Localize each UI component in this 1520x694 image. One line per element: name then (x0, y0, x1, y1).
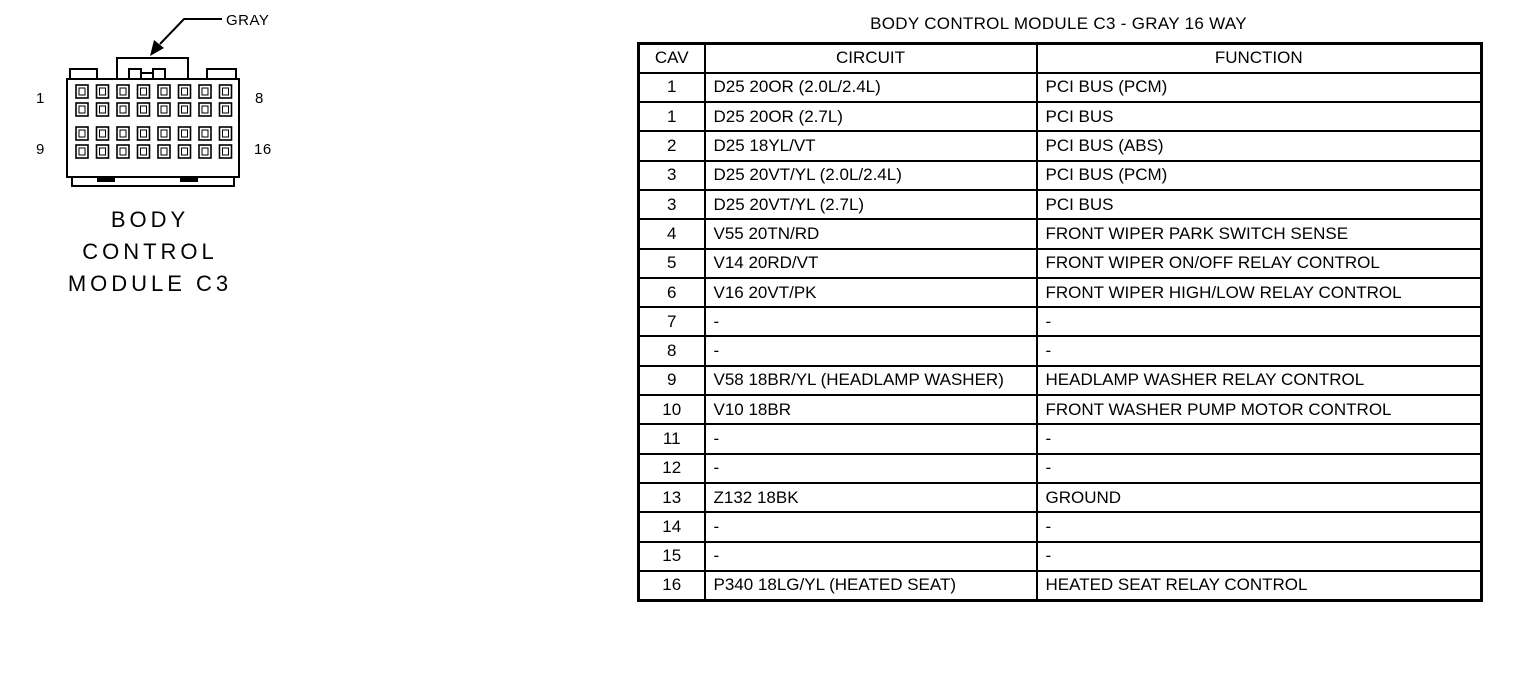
table-row (639, 219, 1482, 248)
pin-label-8: 8 (255, 90, 264, 107)
cav-cell: 6 (639, 278, 705, 307)
cavity-terminal-inner (120, 106, 126, 113)
cav-cell: 2 (639, 131, 705, 160)
circuit-cell: - (705, 307, 1037, 336)
function-cell: - (1037, 512, 1482, 541)
cavity-terminal (97, 127, 109, 140)
cav-cell: 7 (639, 307, 705, 336)
cavity-terminal-inner (202, 106, 208, 113)
function-cell: HEATED SEAT RELAY CONTROL (1037, 571, 1482, 600)
cavity-terminal-inner (100, 130, 106, 137)
cavity-terminal (179, 85, 191, 98)
circuit-cell: - (705, 336, 1037, 365)
cav-cell: 16 (639, 571, 705, 600)
cavity-terminal-inner (100, 148, 106, 155)
cavity-terminal-inner (79, 88, 85, 95)
function-cell: - (1037, 424, 1482, 453)
cavity-terminal-inner (141, 130, 147, 137)
cavity-terminal-inner (182, 88, 188, 95)
function-cell: PCI BUS (ABS) (1037, 131, 1482, 160)
table-row (639, 73, 1482, 102)
cavity-terminal (179, 103, 191, 116)
header-circuit: CIRCUIT (705, 44, 1037, 73)
cavity-terminal (138, 103, 150, 116)
cav-cell: 11 (639, 424, 705, 453)
circuit-cell: - (705, 454, 1037, 483)
cav-cell: 4 (639, 219, 705, 248)
table-row (639, 483, 1482, 512)
cav-cell: 8 (639, 336, 705, 365)
cavity-terminal (158, 145, 170, 158)
cavity-terminal (179, 145, 191, 158)
cav-cell: 1 (639, 73, 705, 102)
cavity-terminal (117, 127, 129, 140)
cavity-terminal (179, 127, 191, 140)
circuit-cell: P340 18LG/YL (HEATED SEAT) (705, 571, 1037, 600)
cavity-terminal-inner (223, 148, 229, 155)
gray-leader-line (160, 19, 222, 44)
cavity-terminal-inner (182, 130, 188, 137)
cavity-terminal-inner (141, 148, 147, 155)
table-row (639, 571, 1482, 600)
cav-cell: 13 (639, 483, 705, 512)
connector-bottom-tab-right (180, 176, 198, 182)
cavity-terminal (199, 103, 211, 116)
connector-bottom-tab-left (97, 176, 115, 182)
cavity-terminal-inner (161, 148, 167, 155)
table-header-row (639, 44, 1482, 73)
circuit-cell: D25 20VT/YL (2.7L) (705, 190, 1037, 219)
circuit-cell: - (705, 424, 1037, 453)
cavity-terminal-inner (100, 106, 106, 113)
function-cell: PCI BUS (PCM) (1037, 161, 1482, 190)
circuit-cell: D25 20OR (2.7L) (705, 102, 1037, 131)
cavity-terminal (199, 127, 211, 140)
circuit-cell: V55 20TN/RD (705, 219, 1037, 248)
cav-cell: 12 (639, 454, 705, 483)
table-row (639, 512, 1482, 541)
cavity-terminal (76, 85, 88, 98)
circuit-cell: V16 20VT/PK (705, 278, 1037, 307)
table-row (639, 454, 1482, 483)
function-cell: PCI BUS (PCM) (1037, 73, 1482, 102)
cavity-terminal (76, 103, 88, 116)
cavity-terminal-inner (202, 130, 208, 137)
cavity-terminal-inner (161, 88, 167, 95)
cavity-terminal-inner (79, 148, 85, 155)
cavity-terminal (220, 103, 232, 116)
cavity-terminal (117, 85, 129, 98)
function-cell: - (1037, 454, 1482, 483)
cavity-terminal (199, 85, 211, 98)
table-row (639, 307, 1482, 336)
cavity-terminal-inner (202, 148, 208, 155)
function-cell: FRONT WIPER HIGH/LOW RELAY CONTROL (1037, 278, 1482, 307)
table-row (639, 278, 1482, 307)
module-name-line: BODY (110, 207, 190, 232)
cavity-terminal-inner (161, 106, 167, 113)
cavity-terminal (158, 127, 170, 140)
connector-body (67, 58, 239, 186)
circuit-cell: V14 20RD/VT (705, 249, 1037, 278)
cav-cell: 10 (639, 395, 705, 424)
cavity-terminal-inner (161, 130, 167, 137)
cavity-terminal (220, 85, 232, 98)
function-cell: - (1037, 336, 1482, 365)
cavity-terminal-inner (182, 148, 188, 155)
circuit-cell: D25 20VT/YL (2.0L/2.4L) (705, 161, 1037, 190)
pinout-rows (639, 73, 1482, 600)
pinout-table (637, 42, 1483, 602)
cavity-terminal-inner (223, 106, 229, 113)
connector-face-diagram (0, 0, 320, 200)
cavity-terminal (138, 85, 150, 98)
cavity-terminal (76, 145, 88, 158)
cavity-terminal (97, 145, 109, 158)
cav-cell: 3 (639, 161, 705, 190)
cav-cell: 14 (639, 512, 705, 541)
table-row (639, 102, 1482, 131)
function-cell: GROUND (1037, 483, 1482, 512)
connector-color-label: GRAY (226, 12, 270, 29)
cavity-terminal (117, 145, 129, 158)
table-row (639, 190, 1482, 219)
pin-label-1: 1 (36, 90, 45, 107)
function-cell: PCI BUS (1037, 190, 1482, 219)
cav-cell: 15 (639, 542, 705, 571)
function-cell: FRONT WIPER ON/OFF RELAY CONTROL (1037, 249, 1482, 278)
cavity-terminal-inner (141, 106, 147, 113)
cavity-terminal (158, 85, 170, 98)
cavity-terminal-inner (182, 106, 188, 113)
table-row (639, 542, 1482, 571)
cavity-terminal-inner (223, 130, 229, 137)
table-row (639, 395, 1482, 424)
circuit-cell: D25 18YL/VT (705, 131, 1037, 160)
circuit-cell: - (705, 542, 1037, 571)
pin-label-9: 9 (36, 141, 45, 158)
function-cell: FRONT WIPER PARK SWITCH SENSE (1037, 219, 1482, 248)
cavity-terminal-inner (120, 148, 126, 155)
table-row (639, 424, 1482, 453)
cavity-terminal (97, 103, 109, 116)
function-cell: - (1037, 307, 1482, 336)
circuit-cell: V10 18BR (705, 395, 1037, 424)
table-row (639, 366, 1482, 395)
header-cav: CAV (639, 44, 705, 73)
header-function: FUNCTION (1037, 44, 1482, 73)
cavity-terminal-inner (79, 106, 85, 113)
cavity-terminal (158, 103, 170, 116)
cavity-terminal (76, 127, 88, 140)
cavity-terminal-inner (223, 88, 229, 95)
table-row (639, 249, 1482, 278)
table-row (639, 336, 1482, 365)
function-cell: PCI BUS (1037, 102, 1482, 131)
module-name-line: MODULE C3 (67, 271, 233, 296)
cavity-terminal (199, 145, 211, 158)
cavity-terminal (138, 145, 150, 158)
connector-module-name (40, 204, 260, 300)
cav-cell: 5 (639, 249, 705, 278)
function-cell: FRONT WASHER PUMP MOTOR CONTROL (1037, 395, 1482, 424)
cavity-terminal-inner (100, 88, 106, 95)
pin-label-16: 16 (254, 141, 272, 158)
table-row (639, 131, 1482, 160)
cavity-terminal (220, 127, 232, 140)
function-cell: HEADLAMP WASHER RELAY CONTROL (1037, 366, 1482, 395)
circuit-cell: V58 18BR/YL (HEADLAMP WASHER) (705, 366, 1037, 395)
cavity-terminal (220, 145, 232, 158)
cavity-terminal-inner (202, 88, 208, 95)
function-cell: - (1037, 542, 1482, 571)
table-row (639, 161, 1482, 190)
cavity-terminal-inner (79, 130, 85, 137)
cav-cell: 3 (639, 190, 705, 219)
circuit-cell: Z132 18BK (705, 483, 1037, 512)
cav-cell: 9 (639, 366, 705, 395)
cavity-terminal-inner (120, 88, 126, 95)
module-name-line: CONTROL (82, 239, 218, 264)
cavity-terminal (97, 85, 109, 98)
cavity-grid (76, 85, 232, 158)
circuit-cell: - (705, 512, 1037, 541)
circuit-cell: D25 20OR (2.0L/2.4L) (705, 73, 1037, 102)
cav-cell: 1 (639, 102, 705, 131)
cavity-terminal-inner (141, 88, 147, 95)
cavity-terminal-inner (120, 130, 126, 137)
cavity-terminal (117, 103, 129, 116)
cavity-terminal (138, 127, 150, 140)
table-title: BODY CONTROL MODULE C3 - GRAY 16 WAY (870, 14, 1247, 33)
